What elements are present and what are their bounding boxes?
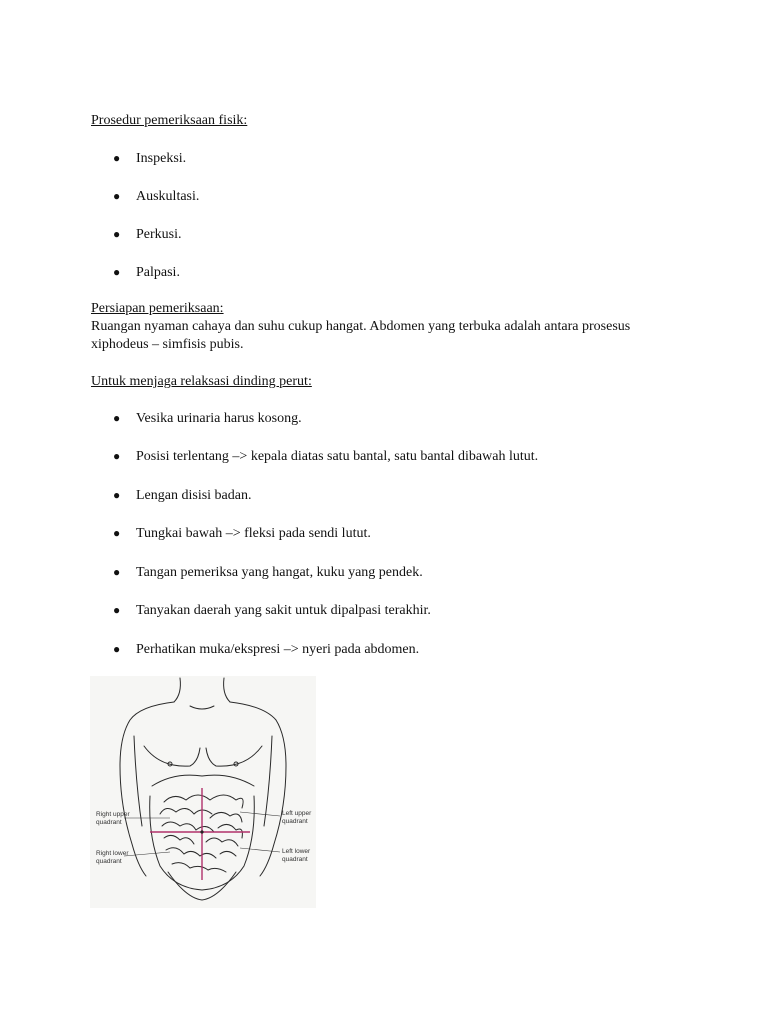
section-heading-relaksasi: Untuk menjaga relaksasi dinding perut: <box>91 374 312 389</box>
bullet-icon: ● <box>113 565 121 579</box>
bullet-icon: ● <box>113 227 121 241</box>
list-item: ● Tanyakan daerah yang sakit untuk dipalpasi terakhir. <box>113 603 431 618</box>
list-item: ● Perkusi. <box>113 227 182 242</box>
label-left-upper: Left upper <box>282 810 312 817</box>
bullet-icon: ● <box>113 449 121 463</box>
torso-outline-illustration <box>120 678 286 900</box>
label-left-lower-quadrant: quadrant <box>282 856 308 863</box>
bullet-icon: ● <box>113 642 121 656</box>
section-heading-persiapan: Persiapan pemeriksaan: <box>91 301 224 316</box>
label-left-upper-quadrant: quadrant <box>282 818 308 825</box>
list-item: ● Vesika urinaria harus kosong. <box>113 411 302 426</box>
section-heading-prosedur: Prosedur pemeriksaan fisik: <box>91 113 248 128</box>
label-left-lower: Left lower <box>282 848 311 855</box>
bullet-icon: ● <box>113 189 121 203</box>
list-item: ● Posisi terlentang –> kepala diatas satu bantal, satu bantal dibawah lutut. <box>113 449 539 464</box>
bullet-icon: ● <box>113 488 121 502</box>
label-right-upper-quadrant: quadrant <box>96 819 122 826</box>
bullet-icon: ● <box>113 151 121 165</box>
bullet-icon: ● <box>113 265 121 279</box>
paragraph-line: xiphodeus – simfisis pubis. <box>91 337 244 352</box>
paragraph-line: Ruangan nyaman cahaya dan suhu cukup hangat. Abdomen yang terbuka adalah antara prosesus <box>91 319 631 334</box>
list-item: ● Tangan pemeriksa yang hangat, kuku yang pendek. <box>113 565 423 580</box>
list-item: ● Inspeksi. <box>113 151 187 166</box>
bullet-icon: ● <box>113 526 121 540</box>
umbilicus-marker <box>200 830 203 833</box>
list-item: ● Auskultasi. <box>113 189 200 204</box>
label-right-lower: Right lower <box>96 850 129 857</box>
list-item: ● Palpasi. <box>113 265 180 280</box>
bullet-icon: ● <box>113 411 121 425</box>
list-item: ● Lengan disisi badan. <box>113 488 252 503</box>
bullet-icon: ● <box>113 603 121 617</box>
list-item: ● Tungkai bawah –> fleksi pada sendi lutut. <box>113 526 371 541</box>
list-item: ● Perhatikan muka/ekspresi –> nyeri pada abdomen. <box>113 642 420 657</box>
label-right-lower-quadrant: quadrant <box>96 858 122 865</box>
abdomen-quadrant-figure <box>90 676 316 908</box>
label-right-upper: Right upper <box>96 811 130 818</box>
